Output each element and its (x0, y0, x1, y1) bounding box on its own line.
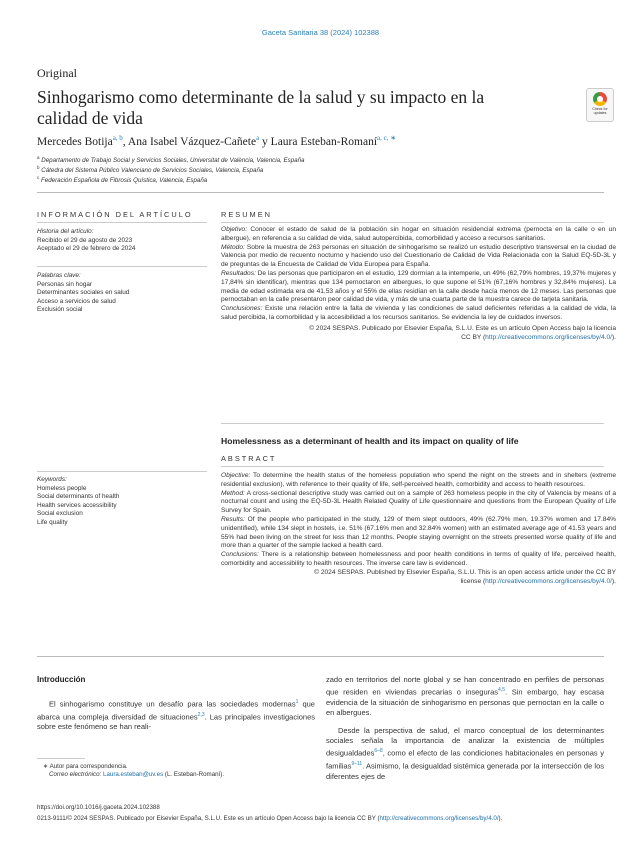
results-label: Results: (221, 515, 245, 523)
results-text: Of the people who participated in the study, 129 of them slept outdoors, 49% (62.79% men, 19.37% women and 17.84% unidentified), while 134 slept in hostels, i.e. 51% (67.16% men and 32.84% women) with an estimated average age of 41.53 years and 55% had been living on the street for less than 12 months. People staying overnight on the streets presented worse quality of life and more than a quarter of the sample lacked a health card. (221, 515, 616, 550)
info-divider (37, 266, 207, 267)
affiliation-text: Federación Española de Fibrosis Quística, Valencia, España (40, 177, 208, 185)
affiliation-mark: c (37, 175, 40, 180)
keyword: Health services accessibility (37, 501, 117, 509)
intro-paragraph (37, 697, 315, 733)
citation-link[interactable]: 6–8 (374, 748, 383, 755)
abstract-body (221, 472, 616, 586)
intro-text: zado en territorios del norte global y se han concentrado en perfiles de personas que residen en viviendas precarias o inseguras (326, 675, 604, 697)
intro-paragraph-continued (326, 675, 604, 718)
copyright-prefix: license ( (460, 577, 486, 585)
header-divider (37, 192, 604, 193)
resumen-metodo (221, 244, 616, 270)
conclusions-text: There is a relationship between homelessness and poor health conditions in terms of quality of life, perceived health, comorbidity and accessibility to health resources. The inverse care law is evidenced. (221, 551, 616, 567)
method-text: A cross-sectional descriptive study was carried out on a sample of 263 homeless people in the city of Valencia by means of a nocturnal count and using the EQ-5D-3L Health Related Quality of Life questionnaire and questions from the European Quality of Life Survey for Spain. (221, 489, 617, 515)
affiliation (37, 155, 304, 164)
author-name[interactable]: Laura Esteban-Romaní (270, 135, 378, 148)
abstract-copyright (221, 569, 616, 587)
keyword: Social determinants of health (37, 493, 120, 501)
resultados-text: De las personas que participaron en el estudio, 129 dormían a la intemperie, un 49% (62,79% hombres, 19,37% mujeres y 17,84% sin identificar), mientras que 134 pernoctaron en albergues, lo que supone el 51% (67,16% hombres y 32,84% mujeres). La media de edad estimada era de 41,53 años y el 55% de ellas residían en la calle desde hacía menos de 12 meses. Las personas que pernoctaban en la calle presentaron peor calidad de vida, y más de una cuarta parte de la muestra carece de tarjeta sanitaria. (221, 269, 616, 304)
footnote-divider (37, 758, 85, 759)
resumen-divider (221, 222, 604, 223)
objective-label: Objective: (221, 472, 251, 479)
license-link[interactable]: http://creativecommons.org/licenses/by/4.0/ (485, 333, 612, 341)
author-list (37, 134, 396, 148)
author-affil-marks[interactable]: a, b (112, 134, 123, 142)
conclusiones-label: Conclusiones: (221, 305, 263, 313)
affiliation-text: Cátedra del Sistema Público Valenciano de Servicios Sociales, Valencia, España (41, 167, 264, 175)
corresponding-author-note: Autor para correspondencia. (49, 763, 128, 770)
resumen-objetivo (221, 226, 616, 244)
body-divider (37, 656, 604, 657)
resultados-label: Resultados: (221, 269, 256, 277)
affiliation-mark: a (37, 155, 40, 160)
author-affil-marks[interactable]: a, c, ∗ (377, 134, 397, 142)
issn-copyright (37, 815, 502, 822)
intro-text: . Sin embargo, hay escasa evidencia de la situación de sinhogarismo en personas que pernoctan en la calle o en albergues. (326, 687, 604, 718)
objective-text: To determine the health status of the homeless population who spend the night on the streets and in shelters (extreme residential exclusion), with reference to their quality of life, self-perceived health, comorbidity and access to health resources. (221, 472, 616, 488)
keyword: Exclusión social (37, 306, 83, 314)
check-for-updates-badge[interactable] (586, 88, 614, 122)
method-label: Method: (221, 489, 245, 497)
article-history (37, 228, 207, 254)
objetivo-label: Objetivo: (221, 226, 248, 233)
abstract-method (221, 490, 616, 516)
citation-link[interactable]: 9–11 (351, 761, 363, 768)
abstract-divider (221, 466, 604, 467)
keywords-en-label: Keywords: (37, 476, 67, 483)
keyword: Social exclusion (37, 510, 83, 518)
intro-paragraph (326, 726, 604, 782)
footnote-star: ∗ (43, 763, 49, 770)
copyright-line: © 2024 SESPAS. Published by Elsevier España, S.L.U. This is an open access article under the CC BY (314, 568, 616, 576)
keyword: Life quality (37, 518, 68, 526)
conclusions-label: Conclusions: (221, 551, 259, 559)
citation-link[interactable]: 1 (295, 699, 299, 705)
info-divider (37, 222, 207, 223)
resumen-conclusiones (221, 305, 616, 323)
copyright-suffix: ). (611, 333, 616, 341)
resumen-resultados (221, 270, 616, 305)
license-link[interactable]: http://creativecommons.org/licenses/by/4.0/ (485, 577, 612, 585)
author-separator: , (122, 135, 128, 148)
abstract-objective (221, 472, 616, 490)
email-suffix: (L. Esteban-Romaní). (163, 771, 225, 779)
keywords-es-label: Palabras clave: (37, 272, 81, 279)
conclusiones-text: Existe una relación entre la falta de vivienda y las condiciones de salud deficientes referidas a la calidad de vida, la salud percibida, la comorbilidad y la accesibilidad a los recursos sanitarios. Se evidencia la ley de cuidados inversos. (221, 305, 616, 321)
badge-line-1: Check for (592, 107, 608, 111)
history-label: Historia del artículo: (37, 228, 94, 235)
author-separator: y (259, 135, 271, 148)
email-label: Correo electrónico: (49, 771, 102, 779)
abstract-heading: ABSTRACT (221, 454, 277, 463)
doi-link[interactable]: https://doi.org/10.1016/j.gaceta.2024.102388 (37, 804, 160, 811)
keyword: Determinantes sociales en salud (37, 289, 130, 297)
copyright-line: © 2024 SESPAS. Publicado por Elsevier España, S.L.U. Este es un artículo Open Access bajo la licencia (309, 324, 616, 332)
resumen-copyright (221, 325, 616, 343)
keyword: Personas sin hogar (37, 280, 93, 288)
article-title: Sinhogarismo como determinante de la salud y su impacto en la calidad de vida (37, 87, 485, 128)
copyright-prefix: CC BY ( (461, 333, 486, 341)
section-label: Original (37, 66, 77, 80)
intro-text: , como el efecto de las condiciones habitacionales en personas y familias (326, 748, 604, 771)
affiliation-mark: b (37, 165, 40, 170)
intro-text: . Asimismo, la desigualdad sistémica generada por la intersección de los diferentes ejes de (326, 761, 604, 781)
introduction-heading: Introducción (37, 675, 86, 684)
footnote (37, 763, 315, 780)
email-link[interactable]: Laura.esteban@uv.es (103, 771, 164, 779)
received-date: Recibido el 29 de agosto de 2023 (37, 236, 133, 244)
keywords-es (37, 272, 207, 315)
keyword: Homeless people (37, 484, 87, 492)
resumen-body (221, 226, 616, 342)
citation-link[interactable]: 4,5 (498, 687, 505, 694)
accepted-date: Aceptado el 29 de febrero de 2024 (37, 245, 136, 253)
affiliation (37, 175, 207, 184)
resumen-heading: RESUMEN (221, 210, 272, 219)
english-title: Homelessness as a determinant of health and its impact on quality of life (221, 436, 519, 446)
copyright-suffix: ). (611, 577, 616, 585)
issn-text: 0213-9111/© 2024 SESPAS. Publicado por Elsevier España, S.L.U. Este es un artículo Open Access bajo la licencia CC BY ( (37, 815, 380, 822)
intro-text: El sinhogarismo constituye un desafío para las sociedades modernas (49, 699, 296, 709)
author-affil-marks[interactable]: a (256, 134, 260, 142)
intro-text: . Las principales investigaciones sobre este fenómeno se han reali- (37, 712, 315, 732)
journal-citation[interactable]: Gaceta Sanitaria 38 (2024) 102388 (261, 28, 380, 37)
intro-text: Desde la perspectiva de salud, el marco conceptual de los determinantes sociales señala la importancia de analizar la existencia de múltiples desigualdades (326, 726, 604, 758)
issn-suffix: ). (498, 815, 503, 822)
objetivo-text: Conocer el estado de salud de la población sin hogar en situación residencial extrema (pernocta en la calle o en un albergue), en referencia a su calidad de vida, salud autopercibida, comorbilidad y acceso a recursos sanitarios. (221, 226, 616, 242)
affiliation-text: Departamento de Trabajo Social y Servicios Sociales, Universitat de València, Valencia, España (41, 157, 305, 165)
badge-line-2: updates (593, 111, 607, 115)
keywords-en (37, 476, 207, 528)
check-for-updates-icon (593, 92, 607, 106)
abstract-conclusions (221, 551, 616, 569)
metodo-label: Método: (221, 243, 245, 251)
author-name[interactable]: Mercedes Botija (37, 135, 113, 148)
info-divider (37, 471, 207, 472)
affiliation (37, 165, 263, 174)
intro-text: que abarca una compleja diversidad de situaciones (37, 699, 315, 722)
section-divider (221, 423, 604, 424)
keyword: Acceso a servicios de salud (37, 297, 116, 305)
abstract-results (221, 516, 616, 551)
license-link[interactable]: http://creativecommons.org/licenses/by/4.0/ (379, 815, 499, 822)
author-name[interactable]: Ana Isabel Vázquez-Cañete (127, 135, 257, 148)
metodo-text: Sobre la muestra de 263 personas en situación de sinhogarismo se realizó un estudio descriptivo transversal en la ciudad de Valencia por medio de recuento nocturno y haciendo uso del Cuestionario de Calidad de Vida Relacionada con la Salud EQ-5D-3L y de preguntas de la Encuesta de Calidad de Vida Europea para España. (221, 243, 617, 269)
article-info-heading: INFORMACIÓN DEL ARTÍCULO (37, 210, 193, 219)
citation-link[interactable]: 2,3 (197, 711, 205, 718)
